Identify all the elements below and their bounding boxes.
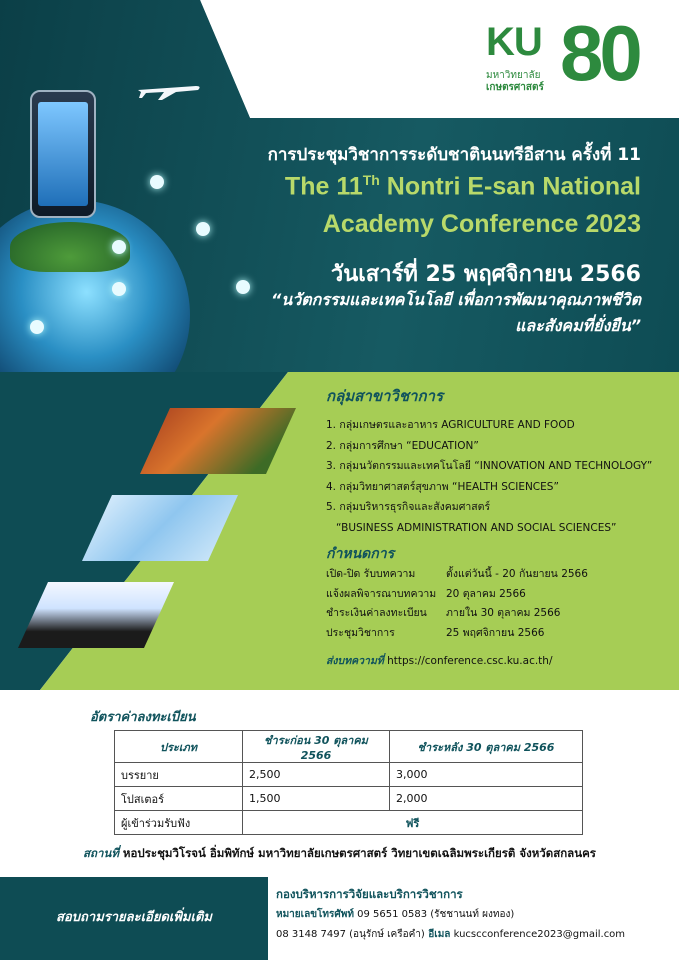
schedule-row: ประชุมวิชาการ 25 พฤศจิกายน 2566 — [326, 626, 545, 639]
network-node-icon — [30, 320, 44, 334]
schedule-row: ชำระเงินค่าลงทะเบียน ภายใน 30 ตุลาคม 2566 — [326, 607, 561, 619]
track-item: 1. กลุ่มเกษตรและอาหาร AGRICULTURE AND FOOD — [326, 419, 575, 431]
schedule-heading: กำหนดการ — [326, 546, 395, 562]
network-node-icon — [150, 175, 164, 189]
fee-type: บรรยาย — [115, 763, 243, 787]
inquiry-banner: สอบถามรายละเอียดเพิ่มเติม — [0, 877, 268, 960]
contact-organization: กองบริหารการวิจัยและบริการวิชาการ — [276, 887, 463, 901]
track-item: “BUSINESS ADMINISTRATION AND SOCIAL SCIENCES” — [326, 521, 617, 534]
university-name-line1: มหาวิทยาลัย — [486, 70, 541, 81]
table-row — [115, 787, 583, 811]
conference-title-english-line1: The 11Th Nontri E-san National — [284, 172, 641, 201]
university-name-line2: เกษตรศาสตร์ — [486, 82, 544, 93]
network-node-icon — [236, 280, 250, 294]
table-row — [115, 811, 583, 835]
track-item: 5. กลุ่มบริหารธุรกิจและสังคมศาสตร์ — [326, 501, 491, 513]
fees-column-header: ชำระก่อน 30 ตุลาคม 2566 — [243, 731, 390, 763]
fee-before: 2,500 — [243, 763, 390, 787]
conference-title-english-line2: Academy Conference 2023 — [322, 210, 641, 238]
venue: สถานที่ หอประชุมวิโรจน์ อิ่มพิทักษ์ มหาวิทยาลัยเกษตรศาสตร์ วิทยาเขตเฉลิมพระเกียรติ จังหวัดสกลนคร — [83, 846, 596, 860]
track-item: 3. กลุ่มนวัตกรรมและเทคโนโลยี “INNOVATION AND TECHNOLOGY” — [326, 460, 653, 472]
conference-title-thai: การประชุมวิชาการระดับชาตินนทรีอีสาน ครั้งที่ 11 — [267, 145, 641, 165]
fee-type: โปสเตอร์ — [115, 787, 243, 811]
fees-table — [114, 730, 583, 835]
fee-before: 1,500 — [243, 787, 390, 811]
contact-phone-2-email: 08 3148 7497 (อนุรักษ์ เครือคำ) อีเมล kucscconference2023@gmail.com — [276, 929, 626, 940]
conference-theme-line2: และสังคมที่ยั่งยืน” — [515, 316, 641, 335]
fee-type: ผู้เข้าร่วมรับฟัง — [115, 811, 243, 835]
ku-logo-mark: KU — [486, 20, 542, 64]
fees-column-header: ชำระหลัง 30 ตุลาคม 2566 — [390, 731, 583, 763]
contact-phone-1: หมายเลขโทรศัพท์ 09 5651 0583 (รัชชานนท์ ผงทอง) — [276, 909, 515, 920]
network-node-icon — [196, 222, 210, 236]
track-item: 2. กลุ่มการศึกษา “EDUCATION” — [326, 439, 479, 452]
anniversary-80-logo: 80 — [560, 9, 639, 97]
schedule-row: เปิด-ปิด รับบทความ ตั้งแต่วันนี้ - 20 กันยายน 2566 — [326, 568, 588, 580]
contact-email[interactable]: kucscconference2023@gmail.com — [450, 929, 626, 940]
airplane-icon — [136, 78, 202, 100]
submission-link[interactable]: ส่งบทความที่ https://conference.csc.ku.ac.th/ — [326, 655, 553, 667]
fee-after: 2,000 — [390, 787, 583, 811]
network-node-icon — [112, 240, 126, 254]
fees-header-row — [115, 731, 583, 763]
fee-free: ฟรี — [243, 811, 583, 835]
fees-column-header: ประเภท — [115, 731, 243, 763]
smartphone-illustration — [30, 90, 96, 218]
fee-after: 3,000 — [390, 763, 583, 787]
track-item: 4. กลุ่มวิทยาศาสตร์สุขภาพ “HEALTH SCIENCES” — [326, 480, 559, 493]
network-node-icon — [112, 282, 126, 296]
tracks-heading: กลุ่มสาขาวิชาการ — [326, 387, 444, 405]
schedule-list — [326, 565, 588, 643]
fees-heading: อัตราค่าลงทะเบียน — [90, 710, 196, 725]
table-row — [115, 763, 583, 787]
tracks-list — [326, 415, 652, 538]
schedule-row: แจ้งผลพิจารณาบทความ 20 ตุลาคม 2566 — [326, 587, 526, 600]
conference-theme-line1: “นวัตกรรมและเทคโนโลยี เพื่อการพัฒนาคุณภาพชีวิต — [270, 290, 641, 309]
conference-date: วันเสาร์ที่ 25 พฤศจิกายน 2566 — [330, 262, 641, 287]
